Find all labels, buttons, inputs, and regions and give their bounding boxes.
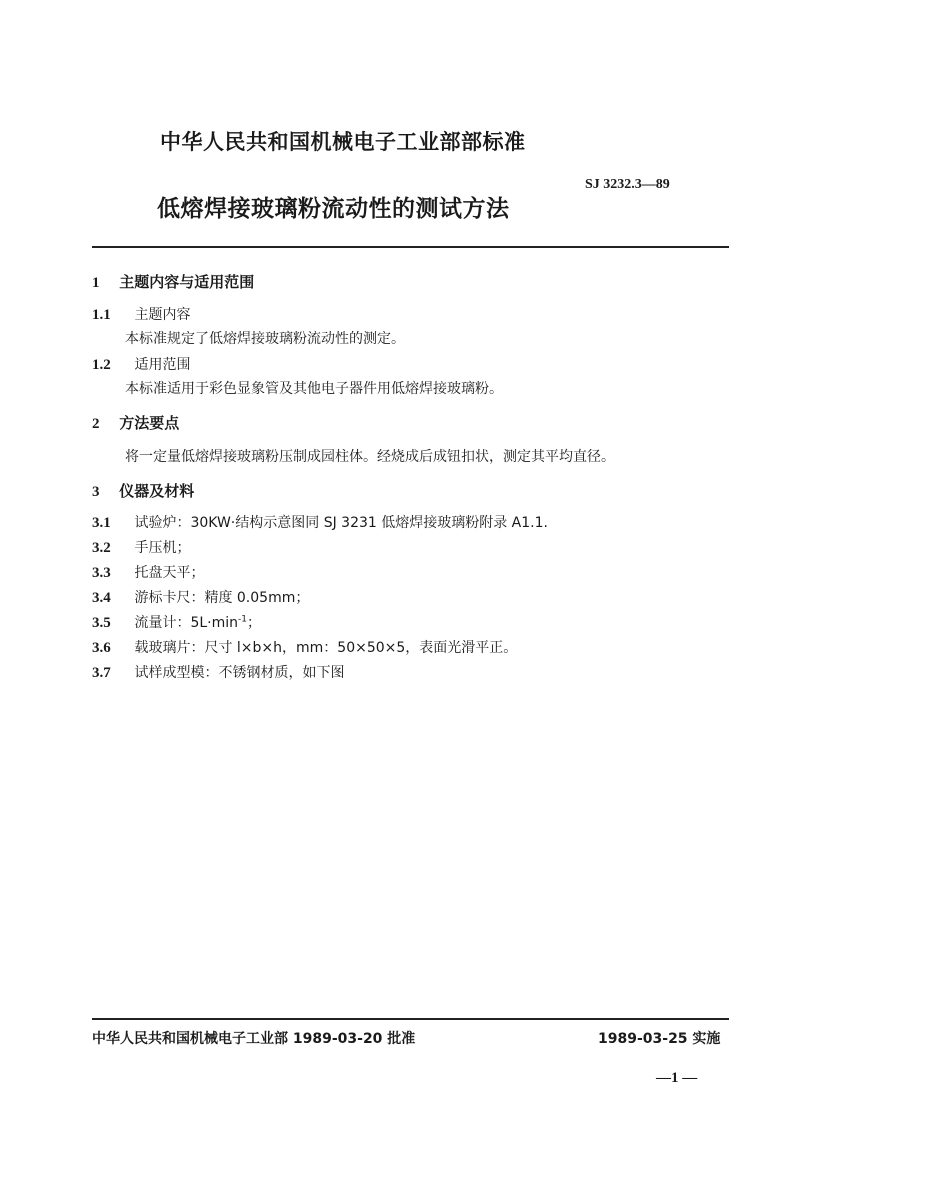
item-text: 游标卡尺：精度 0.05mm；: [134, 590, 310, 606]
item-number: 3.7: [92, 665, 111, 681]
section-1-heading: [92, 271, 254, 292]
header-divider: [92, 246, 729, 248]
item-number: 3.3: [92, 565, 111, 581]
page-number: —1 —: [656, 1070, 698, 1086]
list-item-3-2: [92, 537, 190, 557]
item-number: 3.6: [92, 640, 111, 656]
section-2-body: 将一定量低熔焊接玻璃粉压制成园柱体。经烧成后成钮扣状，测定其平均直径。: [125, 449, 615, 465]
item-number: 3.5: [92, 615, 111, 631]
subsection-title: 适用范围: [134, 357, 191, 373]
subsection-1-2-body: 本标准适用于彩色显象管及其他电子器件用低熔焊接玻璃粉。: [125, 381, 503, 397]
subsection-1-2-heading: [92, 354, 190, 374]
subsection-1-1-heading: [92, 304, 190, 324]
issuer-title: 中华人民共和国机械电子工业部部标准: [160, 130, 526, 154]
item-number: 3.2: [92, 540, 111, 556]
section-title: 主题内容与适用范围: [119, 273, 255, 291]
list-item-3-1: [92, 512, 548, 532]
item-number: 3.1: [92, 515, 111, 531]
section-title: 方法要点: [119, 414, 180, 432]
item-number: 3.4: [92, 590, 111, 606]
section-3-heading: [92, 480, 194, 501]
footer-divider: [92, 1018, 729, 1020]
subsection-title: 主题内容: [134, 307, 191, 323]
list-item-3-3: [92, 562, 204, 582]
section-number: 2: [92, 416, 100, 432]
item-text: 手压机；: [134, 540, 191, 556]
section-2-heading: [92, 412, 179, 433]
document-title: 低熔焊接玻璃粉流动性的测试方法: [157, 196, 510, 222]
subsection-number: 1.2: [92, 357, 111, 373]
list-item-3-5: [92, 612, 261, 632]
item-text: 载玻璃片：尺寸 l×b×h，mm：50×50×5，表面光滑平正。: [134, 640, 518, 656]
section-number: 3: [92, 484, 100, 500]
subsection-1-1-body: 本标准规定了低熔焊接玻璃粉流动性的测定。: [125, 331, 405, 347]
list-item-3-4: [92, 587, 309, 607]
list-item-3-7: [92, 662, 344, 682]
section-number: 1: [92, 275, 100, 291]
section-title: 仪器及材料: [119, 482, 195, 500]
list-item-3-6: [92, 637, 517, 657]
effective-date: 1989-03-25 实施: [598, 1031, 721, 1047]
item-text: 试验炉：30KW·结构示意图同 SJ 3231 低熔焊接玻璃粉附录 A1.1.: [134, 515, 548, 531]
item-text-suffix: ；: [247, 615, 261, 631]
standard-number: SJ 3232.3—89: [585, 177, 670, 192]
item-text: 流量计：5L·min: [134, 615, 239, 631]
approval-line: 中华人民共和国机械电子工业部 1989-03-20 批准: [92, 1031, 416, 1047]
item-text: 托盘天平；: [134, 565, 205, 581]
subsection-number: 1.1: [92, 307, 111, 323]
item-superscript: -1: [238, 614, 247, 625]
item-text: 试样成型模：不锈钢材质，如下图: [134, 665, 345, 681]
